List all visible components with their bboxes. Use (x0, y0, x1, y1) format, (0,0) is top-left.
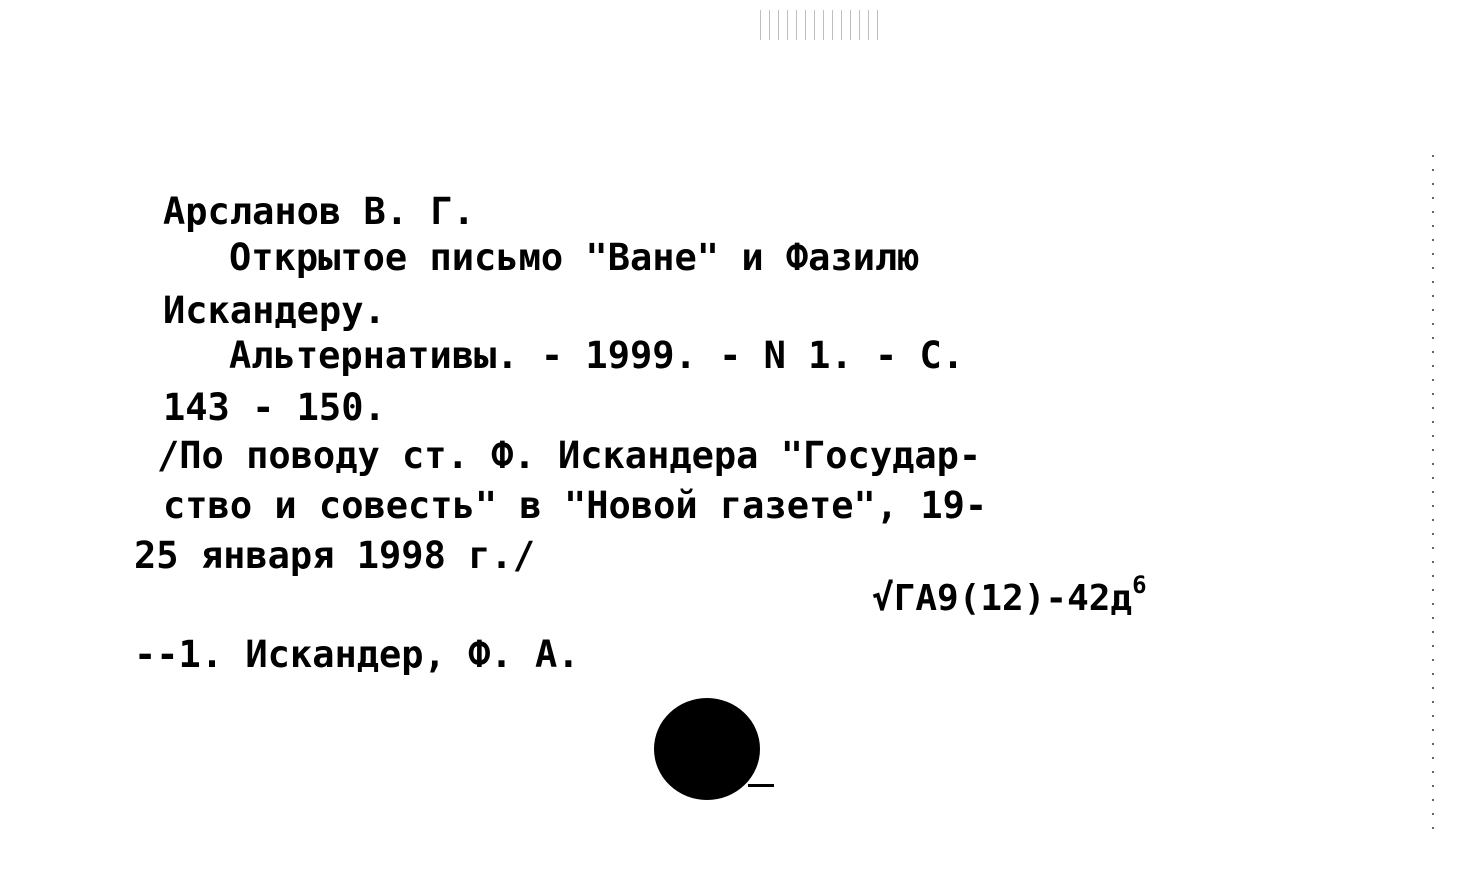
shelfmark-superscript: 6 (1132, 571, 1147, 599)
source-line-2: 143 - 150. (163, 386, 386, 429)
source-line-1: Альтернативы. - 1999. - N 1. - С. (229, 334, 965, 377)
shelfmark-check: √ (872, 578, 894, 619)
hole-underline-mark (748, 784, 774, 787)
title-line-1: Открытое письмо "Ване" и Фазилю (229, 236, 920, 279)
title-line-2: Искандеру. (163, 289, 386, 332)
subject-entry: --1. Искандер, Ф. А. (134, 633, 580, 676)
note-line-3: 25 января 1998 г./ (134, 534, 535, 577)
shelfmark-code (872, 571, 1147, 619)
note-line-2: ство и совесть" в "Новой газете", 19- (163, 484, 988, 527)
note-line-1: /По поводу ст. Ф. Искандера "Государ- (157, 434, 982, 477)
punch-hole (654, 698, 760, 800)
shelfmark-main: ГА9(12)-42д (893, 578, 1133, 619)
scan-edge (1432, 155, 1434, 835)
scan-noise (760, 10, 880, 40)
author-line: Арсланов В. Г. (163, 190, 475, 233)
